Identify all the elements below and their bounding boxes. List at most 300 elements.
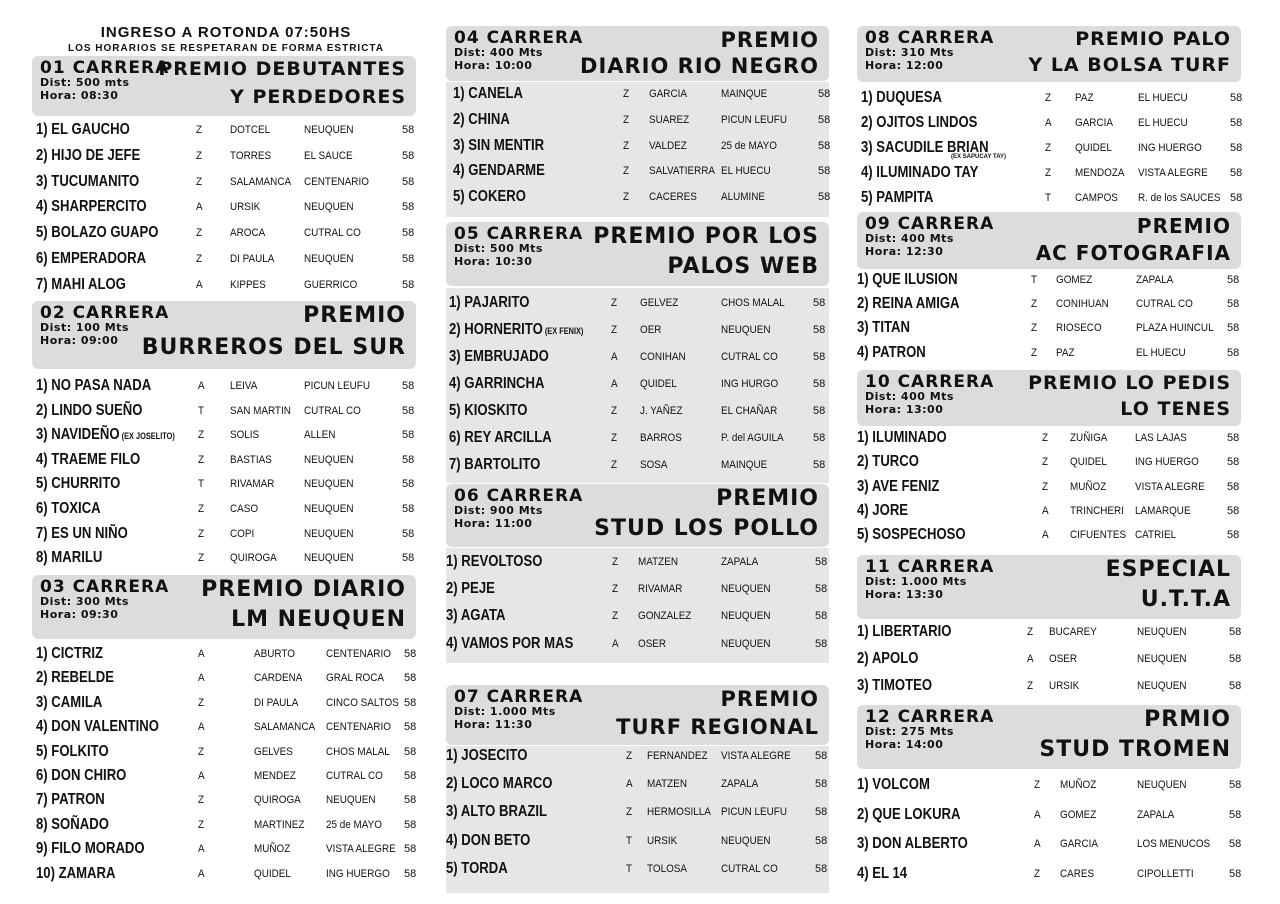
horse-origin: NEUQUEN	[721, 834, 771, 847]
jockey-name: OSER	[638, 637, 667, 650]
horse-origin: VISTA ALEGRE	[1135, 480, 1205, 493]
horse-row	[857, 271, 1241, 295]
horse-weight: 58	[402, 124, 415, 136]
prize-name-line: AC FOTOGRAFIA	[1035, 241, 1231, 265]
jockey-name: GOMEZ	[1060, 808, 1097, 821]
horse-weight: 58	[402, 380, 415, 392]
entry-notice	[36, 24, 416, 55]
horse-sex: Z	[611, 405, 618, 417]
horse-origin: CUTRAL CO	[721, 351, 778, 363]
horse-sex: A	[198, 770, 205, 782]
horse-row	[446, 137, 829, 163]
jockey-name: FERNANDEZ	[647, 750, 708, 762]
horse-row	[446, 321, 829, 348]
horse-sex: Z	[196, 227, 203, 240]
jockey-name: HERMOSILLA	[647, 806, 711, 819]
horse-row	[857, 164, 1241, 189]
prize-name-line: PREMIO PALO	[1075, 28, 1231, 50]
jockey-name: MUÑOZ	[1070, 480, 1107, 493]
horse-sex: T	[198, 478, 205, 491]
horse-row	[857, 806, 1241, 836]
horse-name: 1) NO PASA NADA	[36, 377, 152, 394]
horse-sex: Z	[1027, 626, 1034, 638]
horse-row	[32, 865, 416, 889]
horse-weight: 58	[1229, 808, 1242, 821]
horse-weight: 58	[404, 867, 417, 880]
horse-row	[32, 250, 416, 276]
horse-row	[32, 451, 416, 476]
horse-origin: CUTRAL CO	[1136, 298, 1193, 311]
horse-weight: 58	[813, 459, 826, 471]
horse-weight: 58	[402, 227, 415, 240]
horse-row	[32, 816, 416, 840]
horse-origin: CENTENARIO	[326, 721, 391, 734]
horse-weight: 58	[1229, 779, 1242, 791]
jockey-name: CONIHUAN	[1056, 298, 1109, 311]
horse-row	[446, 747, 829, 775]
jockey-name: MUÑOZ	[1060, 779, 1097, 791]
horse-list	[857, 85, 1241, 216]
horse-row	[857, 835, 1241, 865]
horse-name: 7) ES UN NIÑO	[36, 524, 128, 542]
horse-weight: 58	[1230, 117, 1243, 129]
horse-origin: ING HUERGO	[326, 867, 390, 880]
horse-origin: NEUQUEN	[304, 552, 354, 565]
horse-origin: P. del AGUILA	[721, 432, 784, 444]
horse-row	[857, 429, 1241, 453]
jockey-name: MUÑOZ	[254, 843, 291, 856]
prize-name-line: ESPECIAL	[1105, 557, 1231, 582]
horse-sex: Z	[623, 191, 630, 204]
horse-origin: NEUQUEN	[304, 478, 354, 491]
horse-name: 3) TITAN	[857, 319, 910, 337]
horse-weight: 58	[1227, 346, 1240, 359]
horse-sex: Z	[198, 745, 205, 758]
jockey-name: OSER	[1049, 653, 1078, 665]
horse-name: 2) REINA AMIGA	[857, 295, 960, 313]
horse-name: 6) TOXICA	[36, 500, 101, 517]
horse-row	[857, 189, 1241, 214]
horse-sex: Z	[623, 113, 630, 126]
horse-origin: NEUQUEN	[721, 610, 771, 623]
race-header	[32, 301, 416, 369]
horse-name: 2) HIJO DE JEFE	[36, 146, 141, 164]
horse-sex: Z	[1042, 432, 1049, 444]
horse-sex: A	[196, 201, 203, 214]
horse-list	[32, 640, 416, 890]
jockey-name: RIVAMAR	[230, 478, 275, 491]
horse-former-name: (EX JOSELITO)	[119, 431, 175, 442]
horse-origin: ZAPALA	[1137, 808, 1175, 821]
horse-origin: ING HUERGO	[1135, 456, 1199, 469]
race-6	[446, 484, 829, 663]
race-number: 02 CARRERA	[40, 303, 170, 323]
horse-list	[446, 548, 829, 663]
horse-list	[446, 288, 829, 483]
horse-row	[446, 456, 829, 483]
horse-weight: 58	[1227, 456, 1240, 469]
jockey-name: GONZALEZ	[638, 610, 692, 623]
jockey-name: TORRES	[230, 149, 272, 162]
horse-sex: Z	[196, 124, 203, 136]
horse-origin: 25 de MAYO	[326, 818, 382, 831]
race-time: Hora: 10:30	[454, 255, 533, 268]
horse-weight: 58	[815, 750, 828, 762]
horse-weight: 58	[404, 794, 417, 807]
jockey-name: RIOSECO	[1056, 322, 1102, 335]
horse-sex: Z	[611, 324, 618, 336]
jockey-name: URSIK	[230, 201, 261, 214]
prize-name-line: DIARIO RIO NEGRO	[580, 54, 819, 78]
prize-name-line: PREMIO	[1136, 214, 1231, 238]
horse-name: 5) BOLAZO GUAPO	[36, 224, 159, 242]
horse-row	[857, 650, 1241, 677]
prize-name-line: PREMIO POR LOS	[593, 224, 819, 249]
horse-row	[32, 767, 416, 791]
prize-name-line: Y LA BOLSA TURF	[1028, 54, 1231, 76]
horse-origin: CUTRAL CO	[304, 404, 361, 417]
jockey-name: QUIDEL	[1075, 142, 1112, 154]
horse-sex: Z	[198, 696, 205, 709]
prize-name-line: U.T.T.A	[1140, 587, 1231, 612]
horse-sex: Z	[198, 453, 205, 466]
horse-row	[446, 348, 829, 375]
horse-weight: 58	[818, 165, 831, 178]
horse-row	[857, 139, 1241, 164]
horse-name: 1) JOSECITO	[446, 747, 528, 764]
horse-weight: 58	[1227, 529, 1240, 542]
horse-name: 5) KIOSKITO	[449, 402, 528, 419]
horse-sex: Z	[612, 610, 619, 623]
horse-sex: Z	[198, 503, 205, 515]
prize-name-line: PREMIO	[720, 687, 819, 711]
horse-former-name: (EX SAPUCAY TAY)	[951, 154, 1007, 160]
horse-name: 3) DON ALBERTO	[857, 835, 968, 853]
prize-name-line: LM NEUQUEN	[231, 607, 406, 632]
horse-origin: ALUMINE	[721, 191, 766, 204]
prize-name-line: PREMIO DEBUTANTES	[158, 58, 406, 80]
race-number: 11 CARRERA	[865, 557, 995, 577]
jockey-name: DI PAULA	[230, 253, 275, 265]
race-number: 08 CARRERA	[865, 28, 995, 48]
horse-origin: EL CHAÑAR	[721, 405, 778, 417]
horse-origin: NEUQUEN	[304, 253, 354, 265]
horse-row	[32, 694, 416, 718]
prize-name-line: TURF REGIONAL	[616, 715, 819, 739]
race-header	[446, 484, 829, 547]
jockey-name: GELVEZ	[640, 297, 679, 309]
horse-name: 2) LINDO SUEÑO	[36, 401, 143, 419]
horse-origin: NEUQUEN	[721, 637, 771, 650]
horse-sex: Z	[623, 165, 630, 178]
race-distance: Dist: 1.000 Mts	[865, 575, 967, 588]
horse-origin: CUTRAL CO	[326, 770, 383, 782]
horse-name: 4) DON VALENTINO	[36, 718, 159, 736]
horse-name: 4) GENDARME	[453, 162, 545, 180]
race-8	[857, 26, 1241, 216]
race-number: 09 CARRERA	[865, 214, 995, 234]
jockey-name: ABURTO	[254, 648, 295, 660]
horse-row	[857, 319, 1241, 343]
jockey-name: QUIDEL	[1070, 456, 1107, 469]
horse-origin: EL HUECU	[721, 165, 771, 178]
horse-row	[32, 198, 416, 224]
horse-sex: Z	[611, 297, 618, 309]
horse-row	[857, 453, 1241, 477]
horse-weight: 58	[402, 404, 415, 417]
horse-list	[32, 118, 416, 305]
horse-row	[32, 840, 416, 864]
horse-weight: 58	[815, 778, 828, 791]
horse-name: 1) LIBERTARIO	[857, 623, 952, 640]
horse-sex: Z	[198, 794, 205, 807]
horse-name: 10) ZAMARA	[36, 864, 116, 882]
horse-row	[446, 402, 829, 429]
race-number: 03 CARRERA	[40, 577, 170, 597]
jockey-name: MARTINEZ	[254, 818, 305, 831]
jockey-name: LEIVA	[230, 380, 258, 392]
horse-list	[857, 620, 1241, 707]
horse-weight: 58	[1229, 653, 1242, 665]
horse-origin: VISTA ALEGRE	[326, 843, 396, 856]
horse-origin: MAINQUE	[721, 459, 768, 471]
horse-weight: 58	[813, 297, 826, 309]
horse-name: 4) GARRINCHA	[449, 375, 545, 392]
horse-sex: Z	[623, 139, 630, 152]
horse-weight: 58	[815, 583, 828, 596]
horse-row	[857, 478, 1241, 502]
horse-weight: 58	[815, 862, 828, 875]
horse-row	[32, 525, 416, 550]
horse-origin: 25 de MAYO	[721, 139, 777, 152]
horse-weight: 58	[813, 378, 826, 390]
horse-weight: 58	[815, 834, 828, 847]
race-4	[446, 26, 829, 217]
horse-row	[446, 607, 829, 634]
horse-row	[32, 718, 416, 742]
horse-sex: A	[198, 380, 205, 392]
horse-sex: A	[198, 721, 205, 734]
horse-origin: CATRIEL	[1135, 529, 1177, 542]
horse-row	[32, 224, 416, 250]
horse-sex: Z	[196, 149, 203, 162]
horse-name: 2) QUE LOKURA	[857, 805, 961, 823]
horse-sex: Z	[198, 429, 205, 442]
horse-row	[32, 669, 416, 693]
horse-weight: 58	[404, 672, 417, 685]
horse-origin: NEUQUEN	[721, 324, 771, 336]
horse-row	[857, 677, 1241, 704]
horse-name: 3) AGATA	[446, 607, 506, 625]
jockey-name: OER	[640, 324, 662, 336]
horse-origin: EL HUECU	[1138, 117, 1188, 129]
jockey-name: KIPPES	[230, 278, 266, 291]
horse-name: 1) CANELA	[453, 85, 523, 102]
horse-row	[446, 635, 829, 662]
horse-weight: 58	[404, 721, 417, 734]
horse-name: 3) CAMILA	[36, 693, 103, 711]
horse-name: 1) QUE ILUSION	[857, 271, 958, 288]
horse-weight: 58	[402, 201, 415, 214]
horse-origin: EL HUECU	[1138, 92, 1188, 104]
horse-row	[857, 295, 1241, 319]
jockey-name: GARCIA	[649, 88, 687, 100]
jockey-name: SOSA	[640, 459, 668, 471]
horse-sex: Z	[198, 527, 205, 540]
race-time: Hora: 13:30	[865, 588, 944, 601]
jockey-name: GARCIA	[1075, 117, 1113, 129]
race-header	[857, 555, 1241, 619]
horse-origin: ZAPALA	[721, 778, 759, 791]
horse-origin: PLAZA HUINCUL	[1136, 322, 1214, 335]
jockey-name: PAZ	[1056, 346, 1075, 359]
horse-sex: A	[198, 867, 205, 880]
horse-weight: 58	[1230, 167, 1243, 179]
race-distance: Dist: 310 Mts	[865, 46, 954, 59]
horse-name: 1) VOLCOM	[857, 776, 930, 793]
horse-row	[32, 173, 416, 199]
horse-sex: A	[198, 648, 205, 660]
horse-sex: A	[196, 278, 203, 291]
horse-name: 4) VAMOS POR MAS	[446, 634, 574, 652]
horse-name: 7) PATRON	[36, 791, 105, 809]
horse-sex: T	[626, 834, 633, 847]
horse-sex: Z	[626, 750, 633, 762]
horse-row	[446, 553, 829, 580]
horse-sex: Z	[1031, 322, 1038, 335]
horse-weight: 58	[1229, 838, 1242, 851]
horse-origin: PICUN LEUFU	[721, 113, 788, 126]
jockey-name: MENDOZA	[1075, 167, 1125, 179]
horse-row	[857, 89, 1241, 114]
horse-weight: 58	[1230, 142, 1243, 154]
race-time: Hora: 09:00	[40, 334, 119, 347]
race-distance: Dist: 275 Mts	[865, 725, 954, 738]
horse-origin: NEUQUEN	[1137, 653, 1187, 665]
jockey-name: GARCIA	[1060, 838, 1098, 851]
horse-sex: Z	[1034, 779, 1041, 791]
horse-weight: 58	[402, 478, 415, 491]
prize-name-line: Y PERDEDORES	[230, 86, 406, 108]
horse-origin: LOS MENUCOS	[1137, 838, 1211, 851]
jockey-name: CAMPOS	[1075, 192, 1118, 204]
horse-row	[446, 85, 829, 111]
prize-name-line: STUD TROMEN	[1039, 737, 1231, 762]
horse-origin: NEUQUEN	[304, 527, 354, 540]
jockey-name: CONIHAN	[640, 351, 686, 363]
horse-weight: 58	[1227, 504, 1240, 517]
horse-origin: PICUN LEUFU	[304, 380, 371, 392]
horse-weight: 58	[402, 527, 415, 540]
race-number: 04 CARRERA	[454, 28, 584, 48]
horse-sex: A	[1042, 504, 1049, 517]
race-distance: Dist: 100 Mts	[40, 321, 129, 334]
horse-name: 1) ILUMINADO	[857, 429, 947, 446]
race-distance: Dist: 400 Mts	[454, 46, 543, 59]
horse-origin: CUTRAL CO	[304, 227, 361, 240]
horse-origin: NEUQUEN	[1137, 626, 1187, 638]
horse-weight: 58	[404, 696, 417, 709]
prize-name-line: PREMIO DIARIO	[201, 577, 406, 602]
entry-time-text: INGRESO A ROTONDA 07:50HS	[100, 24, 352, 41]
jockey-name: SUAREZ	[649, 113, 690, 126]
horse-list	[32, 372, 416, 575]
horse-list	[857, 770, 1241, 894]
horse-sex: A	[198, 672, 205, 685]
race-5	[446, 222, 829, 483]
jockey-name: RIVAMAR	[638, 583, 683, 596]
jockey-name: ZUÑIGA	[1070, 432, 1108, 444]
horse-row	[446, 294, 829, 321]
horse-sex: T	[626, 862, 633, 875]
horse-row	[32, 402, 416, 427]
jockey-name: QUIDEL	[640, 378, 677, 390]
horse-weight: 58	[402, 453, 415, 466]
horse-name: 1) EL GAUCHO	[36, 121, 130, 138]
horse-sex: Z	[196, 253, 203, 265]
horse-weight: 58	[815, 610, 828, 623]
horse-row	[857, 502, 1241, 526]
horse-origin: NEUQUEN	[1137, 680, 1187, 692]
horse-weight: 58	[815, 556, 828, 568]
jockey-name: VALDEZ	[649, 139, 687, 152]
horse-sex: Z	[1031, 346, 1038, 359]
race-distance: Dist: 400 Mts	[865, 390, 954, 403]
race-header	[446, 685, 829, 745]
horse-weight: 58	[1230, 92, 1243, 104]
horse-sex: Z	[1031, 298, 1038, 311]
horse-weight: 58	[404, 843, 417, 856]
horse-sex: A	[1045, 117, 1052, 129]
horse-origin: EL HUECU	[1136, 346, 1186, 359]
race-header	[857, 212, 1241, 269]
race-time: Hora: 13:00	[865, 403, 944, 416]
horse-origin: CIPOLLETTI	[1137, 867, 1194, 880]
horse-weight: 58	[402, 175, 415, 188]
jockey-name: CIFUENTES	[1070, 529, 1127, 542]
jockey-name: PAZ	[1075, 92, 1094, 104]
jockey-name: CARES	[1060, 867, 1095, 880]
race-distance: Dist: 500 Mts	[454, 242, 543, 255]
horse-weight: 58	[1230, 192, 1243, 204]
horse-weight: 58	[1227, 480, 1240, 493]
horse-origin: NEUQUEN	[304, 201, 354, 214]
horse-origin: LAMARQUE	[1135, 504, 1191, 517]
race-number: 12 CARRERA	[865, 707, 995, 727]
race-header	[857, 26, 1241, 82]
race-1	[32, 56, 416, 305]
jockey-name: DOTCEL	[230, 124, 271, 136]
race-header	[446, 222, 829, 286]
horse-name: 2) HORNERITO (EX FENIX)	[449, 321, 584, 338]
horse-origin: NEUQUEN	[1137, 779, 1187, 791]
horse-row	[857, 344, 1241, 368]
horse-weight: 58	[1229, 626, 1242, 638]
jockey-name: J. YAÑEZ	[640, 405, 683, 417]
horse-name: 5) CHURRITO	[36, 475, 121, 493]
horse-origin: NEUQUEN	[304, 453, 354, 466]
race-header	[32, 575, 416, 639]
race-number: 06 CARRERA	[454, 486, 584, 506]
horse-row	[446, 803, 829, 831]
horse-sex: T	[198, 404, 205, 417]
horse-name: 6) DON CHIRO	[36, 767, 127, 784]
horse-row	[32, 549, 416, 574]
race-time: Hora: 10:00	[454, 59, 533, 72]
horse-sex: Z	[611, 432, 618, 444]
horse-weight: 58	[818, 88, 831, 100]
horse-row	[446, 111, 829, 137]
